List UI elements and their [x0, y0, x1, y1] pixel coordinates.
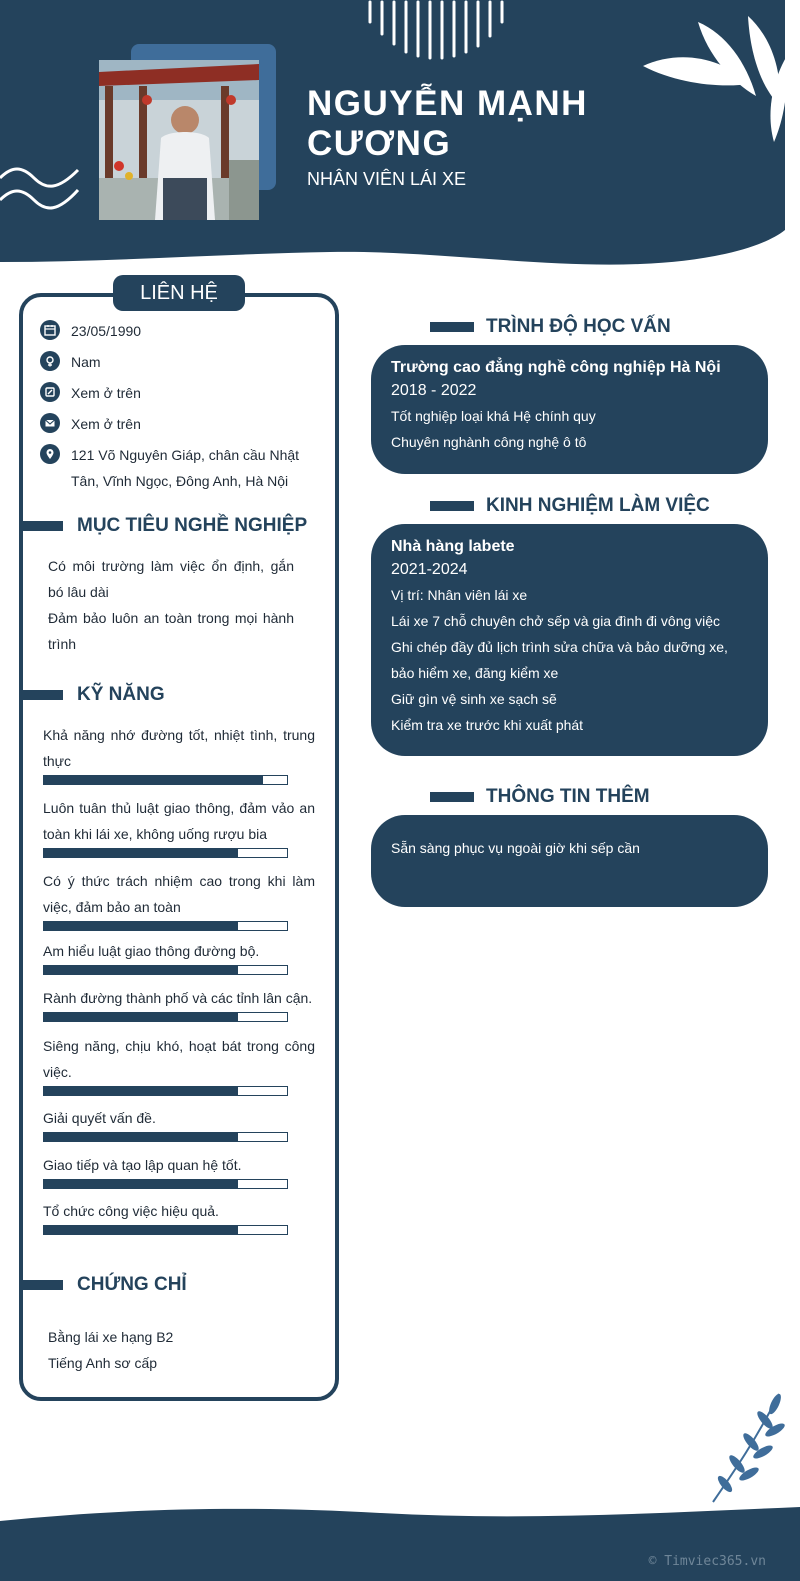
- heading-bar: [430, 322, 474, 332]
- skill-item: [43, 722, 315, 785]
- experience-card: [371, 524, 768, 756]
- heading-bar: [19, 1280, 63, 1290]
- certificate-item: Bằng lái xe hạng B2: [48, 1329, 174, 1345]
- skill-label: Giải quyết vấn đề.: [43, 1110, 156, 1126]
- leaf-decoration-bottom: [705, 1386, 785, 1506]
- skills-title: KỸ NĂNG: [77, 684, 165, 705]
- education-school: Trường cao đẳng nghề công nghiệp Hà Nội: [391, 359, 721, 376]
- extra-text: Sẵn sàng phục vụ ngoài giờ khi sếp cần: [391, 840, 640, 856]
- skill-level-bar: [43, 775, 288, 785]
- skill-level-bar: [43, 1179, 288, 1189]
- skill-level-fill: [44, 849, 238, 857]
- skill-level-bar: [43, 1132, 288, 1142]
- education-title: TRÌNH ĐỘ HỌC VẤN: [486, 316, 671, 337]
- skill-item: [43, 938, 315, 975]
- skill-level-bar: [43, 921, 288, 931]
- experience-title: KINH NGHIỆM LÀM VIỆC: [486, 495, 710, 516]
- extra-title: THÔNG TIN THÊM: [486, 786, 650, 807]
- skill-level-fill: [44, 966, 238, 974]
- skill-item: [43, 868, 315, 931]
- extra-card: [371, 815, 768, 907]
- wave-decoration: [0, 160, 80, 210]
- skill-label: Có ý thức trách nhiệm cao trong khi làm việc, đảm bảo an toàn: [43, 873, 315, 915]
- education-period: 2018 - 2022: [391, 382, 477, 399]
- experience-line: Giữ gìn vệ sinh xe sạch sẽ: [391, 691, 557, 707]
- skill-item: [43, 1152, 315, 1189]
- skill-item: [43, 1198, 315, 1235]
- leaf-decoration-top: [638, 14, 788, 164]
- skill-level-fill: [44, 1180, 238, 1188]
- heading-bar: [19, 521, 63, 531]
- skill-label: Luôn tuân thủ luật giao thông, đảm vảo an toàn khi lái xe, không uống rượu bia: [43, 800, 315, 842]
- watermark: © Timviec365.vn: [648, 1554, 766, 1569]
- skill-item: [43, 1105, 315, 1142]
- stripes-decoration: [366, 0, 516, 60]
- education-line: Chuyên nghành công nghệ ô tô: [391, 434, 587, 450]
- experience-period: 2021-2024: [391, 561, 468, 578]
- skill-label: Rành đường thành phố và các tỉnh lân cận.: [43, 990, 313, 1006]
- skill-label: Tổ chức công việc hiệu quả.: [43, 1203, 219, 1219]
- contact-section-title: LIÊN HỆ: [113, 275, 245, 311]
- skill-level-fill: [44, 922, 238, 930]
- experience-line: Ghi chép đầy đủ lịch trình sửa chữa và bảo dưỡng xe, bảo hiểm xe, đăng kiểm xe: [391, 639, 728, 681]
- phone-icon: [40, 382, 60, 402]
- experience-line: Kiểm tra xe trước khi xuất phát: [391, 717, 584, 733]
- skill-level-fill: [44, 776, 263, 784]
- job-title: NHÂN VIÊN LÁI XE: [307, 169, 467, 189]
- skill-level-fill: [44, 1133, 238, 1141]
- objective-text-2: Đảm bảo luôn an toàn trong mọi hành trình: [48, 610, 294, 652]
- heading-bar: [19, 690, 63, 700]
- extra-section-heading: [430, 786, 650, 808]
- education-card: [371, 345, 768, 474]
- skill-level-bar: [43, 965, 288, 975]
- candidate-name: NGUYỄN MẠNH CƯƠNG: [307, 84, 588, 163]
- profile-photo: [99, 60, 259, 220]
- skill-level-fill: [44, 1087, 238, 1095]
- certificates-title: CHỨNG CHỈ: [77, 1274, 187, 1295]
- skill-level-fill: [44, 1226, 238, 1234]
- skill-level-bar: [43, 1225, 288, 1235]
- skill-item: [43, 985, 315, 1022]
- contact-birthday-text: 23/05/1990: [71, 323, 142, 339]
- email-icon: [40, 413, 60, 433]
- experience-line: Vị trí: Nhân viên lái xe: [391, 587, 528, 603]
- skill-label: Khả năng nhớ đường tốt, nhiệt tình, trung thực: [43, 727, 315, 769]
- skill-level-bar: [43, 848, 288, 858]
- certificates-section-heading: [19, 1274, 187, 1296]
- education-line: Tốt nghiệp loại khá Hệ chính quy: [391, 408, 596, 424]
- heading-bar: [430, 792, 474, 802]
- contact-email-text: Xem ở trên: [71, 416, 141, 432]
- contact-item-gender: [40, 349, 320, 375]
- footer-band: [0, 1501, 800, 1581]
- gender-icon: [40, 351, 60, 371]
- education-section-heading: [430, 316, 671, 338]
- skill-item: [43, 1033, 315, 1096]
- experience-line: Lái xe 7 chỗ chuyên chở sếp và gia đình đi vông việc: [391, 613, 721, 629]
- certificate-item: Tiếng Anh sơ cấp: [48, 1355, 158, 1371]
- objective-text: Có môi trường làm việc ổn định, gắn bó lâu dài: [48, 558, 294, 600]
- contact-gender-text: Nam: [71, 354, 101, 370]
- objective-section-heading: [19, 515, 307, 537]
- contact-phone-text: Xem ở trên: [71, 385, 141, 401]
- skills-section-heading: [19, 684, 165, 706]
- experience-section-heading: [430, 495, 710, 517]
- contact-item-address: [40, 442, 310, 494]
- skill-label: Giao tiếp và tạo lập quan hệ tốt.: [43, 1157, 242, 1173]
- location-icon: [40, 444, 60, 464]
- experience-company: Nhà hàng labete: [391, 538, 515, 555]
- contact-address-text: 121 Võ Nguyên Giáp, chân cầu Nhật Tân, Vĩnh Ngọc, Đông Anh, Hà Nội: [71, 447, 300, 489]
- skill-label: Siêng năng, chịu khó, hoạt bát trong công việc.: [43, 1038, 315, 1080]
- contact-item-email: [40, 411, 320, 437]
- skill-level-bar: [43, 1012, 288, 1022]
- calendar-icon: [40, 320, 60, 340]
- skill-label: Am hiểu luật giao thông đường bộ.: [43, 943, 260, 959]
- contact-item-birthday: [40, 318, 320, 344]
- skill-item: [43, 795, 315, 858]
- contact-item-phone: [40, 380, 320, 406]
- objective-title: MỤC TIÊU NGHỀ NGHIỆP: [77, 515, 308, 536]
- heading-bar: [430, 501, 474, 511]
- skill-level-bar: [43, 1086, 288, 1096]
- skill-level-fill: [44, 1013, 238, 1021]
